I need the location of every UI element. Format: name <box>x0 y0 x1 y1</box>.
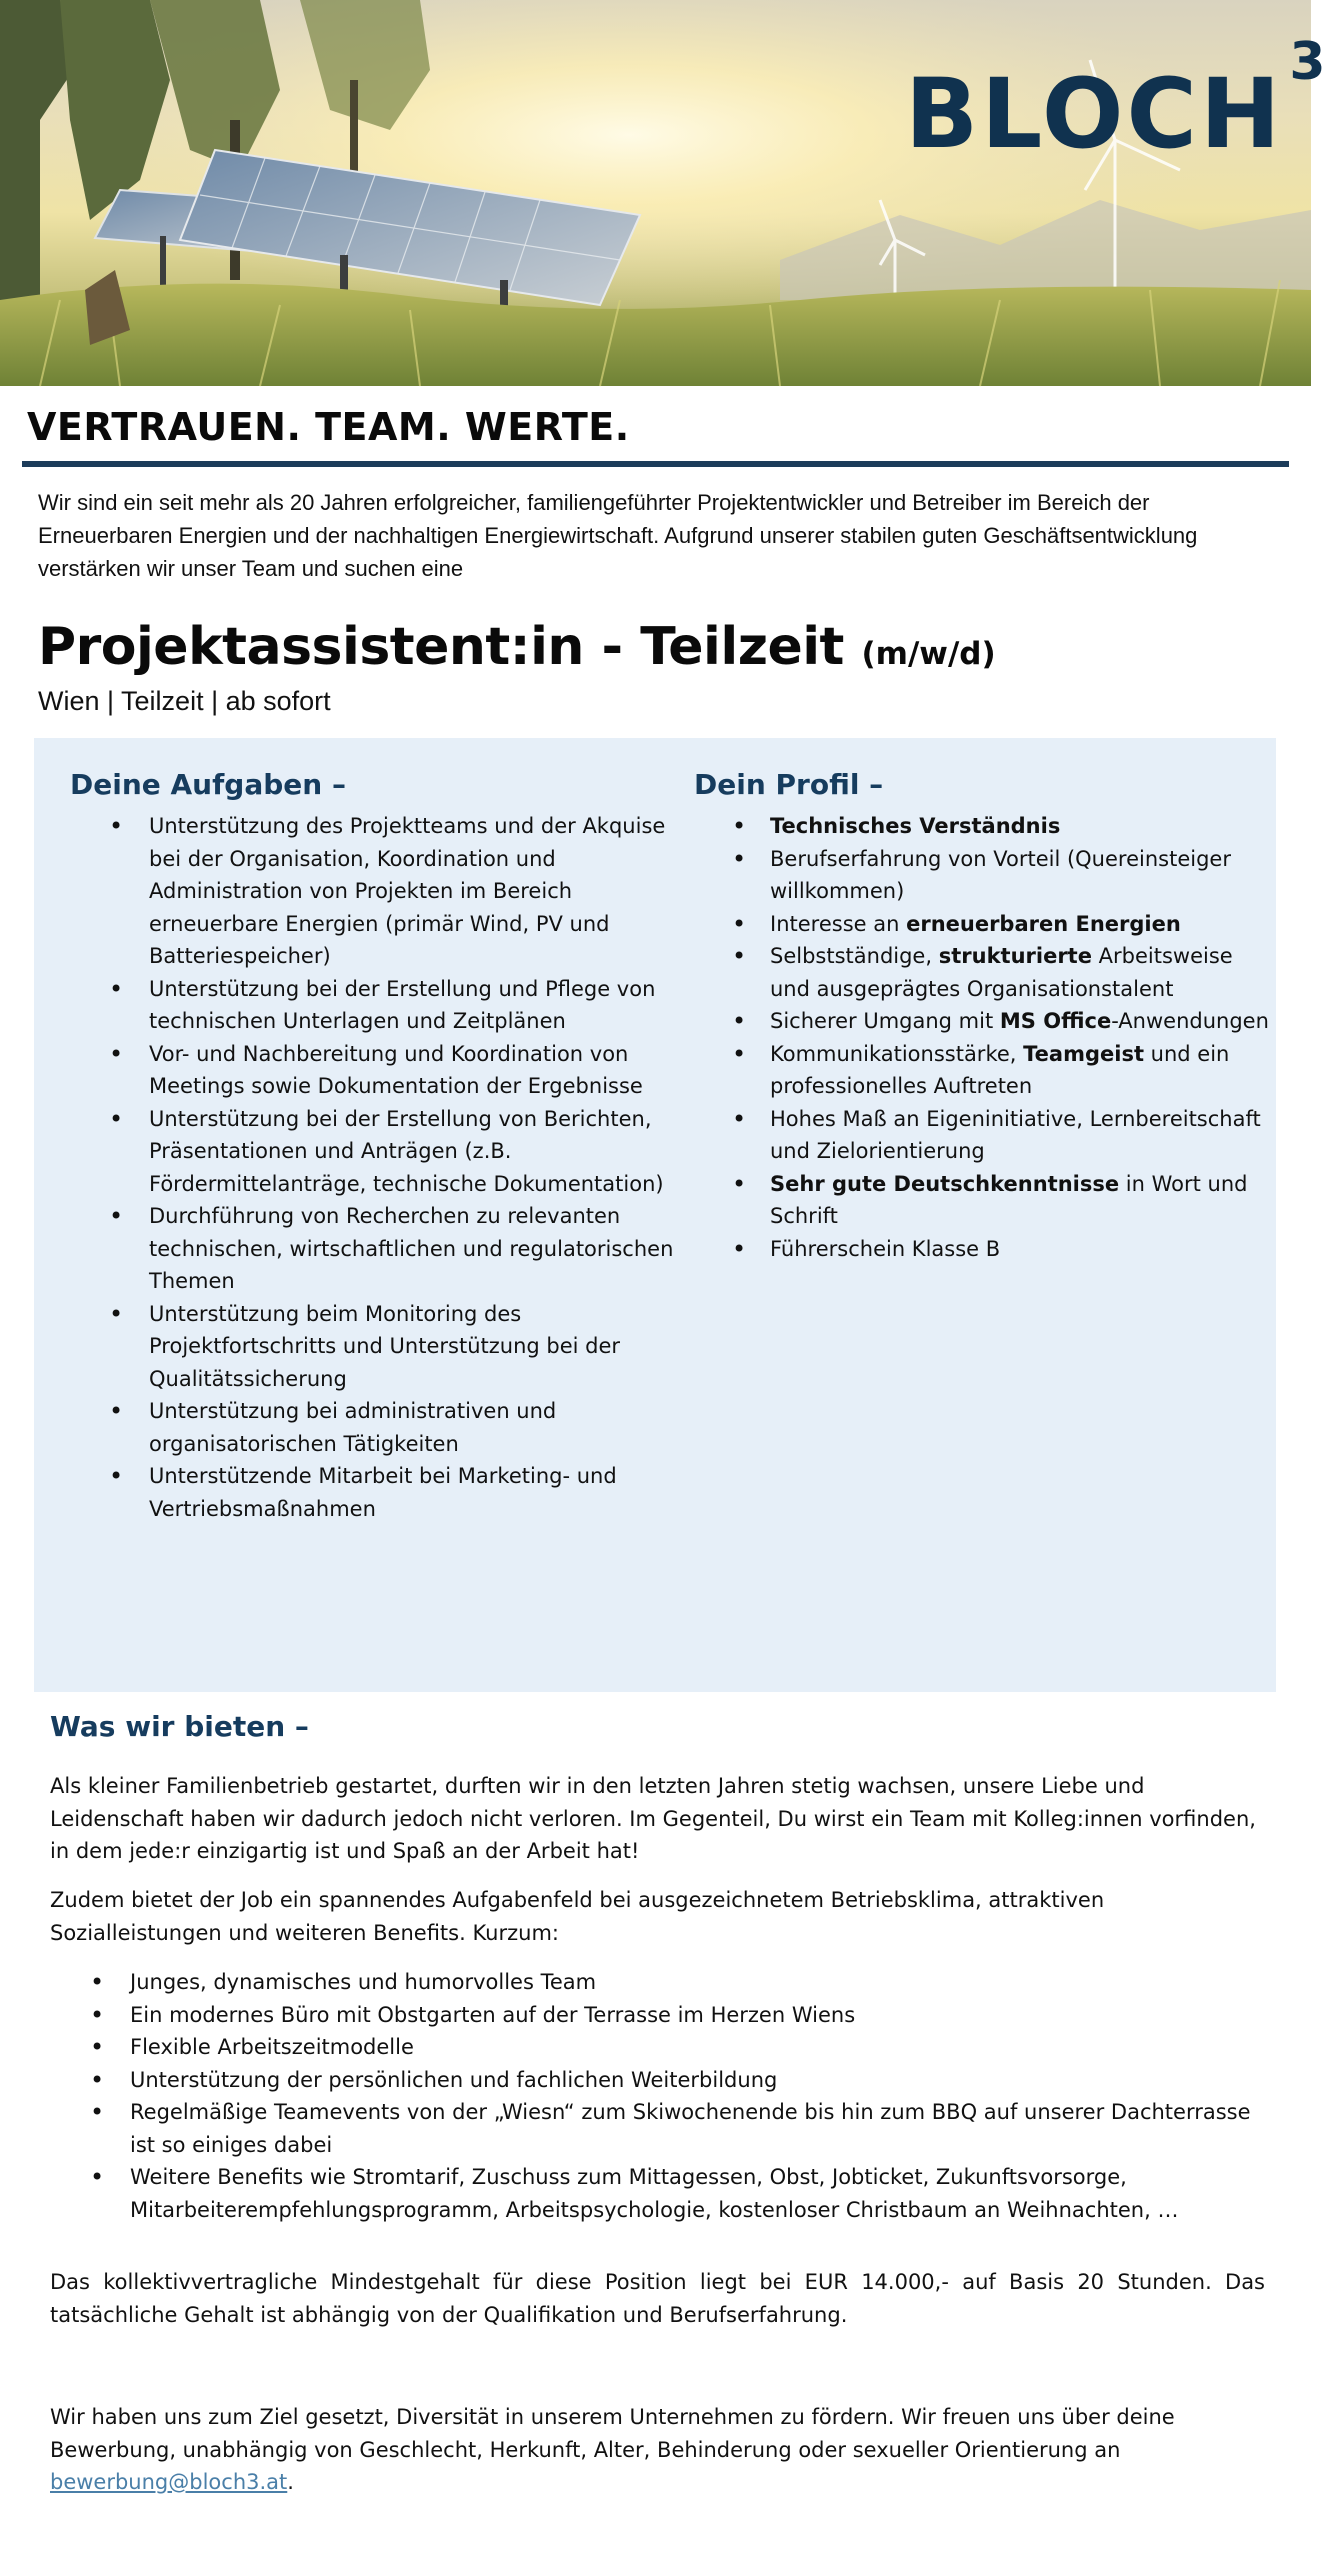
list-item <box>732 1103 1272 1168</box>
hero-image <box>0 0 1326 386</box>
item-bold: erneuerbaren Energien <box>906 911 1181 936</box>
salary-paragraph: Das kollektivvertragliche Mindestgehalt für diese Position liegt bei EUR 14.000,- auf Basis 20 Stunden. Das tatsächliche Gehalt ist abhängig von der Qualifikation und Berufserfahrung. <box>50 2270 1265 2327</box>
item-text: und ein professionelles Auftreten <box>770 1041 1230 1098</box>
details-box <box>34 738 1276 1692</box>
item-text: Sicherer Umgang mit <box>770 1009 1000 1033</box>
benefits-list <box>90 1966 1260 2226</box>
list-item: • Unterstützung der persönlichen und fachlichen Weiterbildung <box>90 2064 1260 2097</box>
bloch3-logo <box>905 32 1326 170</box>
tasks-list <box>109 810 699 1525</box>
list-item: • Unterstützung bei der Erstellung und Pflege von technischen Unterlagen und Zeitplänen <box>109 973 699 1038</box>
logo-text: BLOCH <box>905 58 1284 170</box>
offer-paragraph-2: Zudem bietet der Job ein spannendes Aufgabenfeld bei ausgezeichnetem Betriebsklima, attraktiven Sozialleistungen und weiteren Benefits. Kurzum: <box>50 1888 1105 1945</box>
diversity-end: . <box>287 2470 294 2494</box>
profile-list <box>732 810 1272 1265</box>
list-item: • Weitere Benefits wie Stromtarif, Zuschuss zum Mittagessen, Obst, Jobticket, Zukunftsvorsorge, Mitarbeiterempfehlungsprogramm, Arbeitspsychologie, kostenloser Christbaum an Weihnachten, … <box>90 2161 1260 2226</box>
item-text: Selbstständige, <box>770 944 939 968</box>
item-text: -Anwendungen <box>1111 1009 1269 1033</box>
item-text: Kommunikationsstärke, <box>770 1041 1024 1066</box>
offer-heading: Was wir bieten – <box>50 1710 309 1743</box>
item-text: Interesse an <box>770 911 907 936</box>
list-item <box>732 1038 1272 1103</box>
list-item: • Flexible Arbeitszeitmodelle <box>90 2031 1260 2064</box>
headline-divider <box>22 461 1289 467</box>
item-bold: strukturierte <box>938 944 1092 968</box>
list-item: • Regelmäßige Teamevents von der „Wiesn“ zum Skiwochenende bis hin zum BBQ auf unserer Dachterrasse ist so einiges dabei <box>90 2096 1260 2161</box>
item-text: in Wort und Schrift <box>770 1171 1248 1228</box>
list-item <box>732 843 1272 908</box>
list-item: • Unterstützung bei der Erstellung von Berichten, Präsentationen und Anträgen (z.B. Fördermittelanträge, technische Dokumentation) <box>109 1103 699 1201</box>
list-item <box>732 1005 1272 1038</box>
diversity-text: Wir haben uns zum Ziel gesetzt, Diversität in unserem Unternehmen zu fördern. Wir freuen uns über deine Bewerbung, unabhängig von Geschlecht, Herkunft, Alter, Behinderung oder sexueller Orientierung an <box>50 2405 1175 2462</box>
item-text: Führerschein Klasse B <box>770 1236 1001 1261</box>
headline: VERTRAUEN. TEAM. WERTE. <box>27 405 630 449</box>
profile-heading: Dein Profil – <box>694 768 884 801</box>
logo-superscript: 3 <box>1289 32 1326 92</box>
list-item: • Durchführung von Recherchen zu relevanten technischen, wirtschaftlichen und regulatorischen Themen <box>109 1200 699 1298</box>
offer-paragraph-1: Als kleiner Familienbetrieb gestartet, durften wir in den letzten Jahren stetig wachsen, unsere Liebe und Leidenschaft haben wir dadurch jedoch nicht verloren. Im Gegenteil, Du wirst ein Team mit Kolleg:innen vorfinden, in dem jede:r einzigartig ist und Spaß an der Arbeit hat! <box>50 1774 1256 1863</box>
list-item: • Unterstützung bei administrativen und organisatorischen Tätigkeiten <box>109 1395 699 1460</box>
list-item <box>732 1233 1272 1266</box>
application-email-link[interactable]: bewerbung@bloch3.at <box>50 2470 288 2494</box>
list-item: • Vor- und Nachbereitung und Koordination von Meetings sowie Dokumentation der Ergebnisse <box>109 1038 699 1103</box>
list-item: • Unterstützung des Projektteams und der Akquise bei der Organisation, Koordination und Administration von Projekten im Bereich erneuerbare Energien (primär Wind, PV und Batteriespeicher) <box>109 810 699 973</box>
list-item: • Unterstützung beim Monitoring des Projektfortschritts und Unterstützung bei der Qualitätssicherung <box>109 1298 699 1396</box>
item-text: Arbeitsweise und ausgeprägtes Organisationstalent <box>770 944 1233 1001</box>
list-item <box>732 810 1272 843</box>
list-item <box>732 908 1272 941</box>
list-item <box>732 1168 1272 1233</box>
job-title-text: Projektassistent:in - Teilzeit <box>38 617 844 677</box>
tasks-heading: Deine Aufgaben – <box>70 768 346 801</box>
item-text: Hohes Maß an Eigeninitiative, Lernbereitschaft und Zielorientierung <box>770 1106 1261 1163</box>
job-meta: Wien | Teilzeit | ab sofort <box>38 686 331 716</box>
list-item: • Ein modernes Büro mit Obstgarten auf der Terrasse im Herzen Wiens <box>90 1999 1260 2032</box>
job-title-suffix: (m/w/d) <box>861 636 996 672</box>
item-bold: Sehr gute Deutschkenntnisse <box>770 1171 1120 1196</box>
item-text: Berufserfahrung von Vorteil (Quereinsteiger willkommen) <box>770 846 1231 903</box>
list-item: • Junges, dynamisches und humorvolles Team <box>90 1966 1260 1999</box>
list-item <box>732 940 1272 1005</box>
diversity-paragraph <box>50 2401 1265 2499</box>
job-title <box>38 617 996 677</box>
list-item: • Unterstützende Mitarbeit bei Marketing- und Vertriebsmaßnahmen <box>109 1460 699 1525</box>
intro-paragraph: Wir sind ein seit mehr als 20 Jahren erfolgreicher, familiengeführter Projektentwickler und Betreiber im Bereich der Erneuerbaren Energien und der nachhaltigen Energiewirtschaft. Aufgrund unserer stabilen guten Geschäftsentwicklung verstärken wir unser Team und suchen eine <box>38 490 1198 581</box>
item-bold: Technisches Verständnis <box>770 814 1061 838</box>
item-bold: Teamgeist <box>1023 1041 1144 1066</box>
item-bold: MS Office <box>999 1009 1112 1033</box>
